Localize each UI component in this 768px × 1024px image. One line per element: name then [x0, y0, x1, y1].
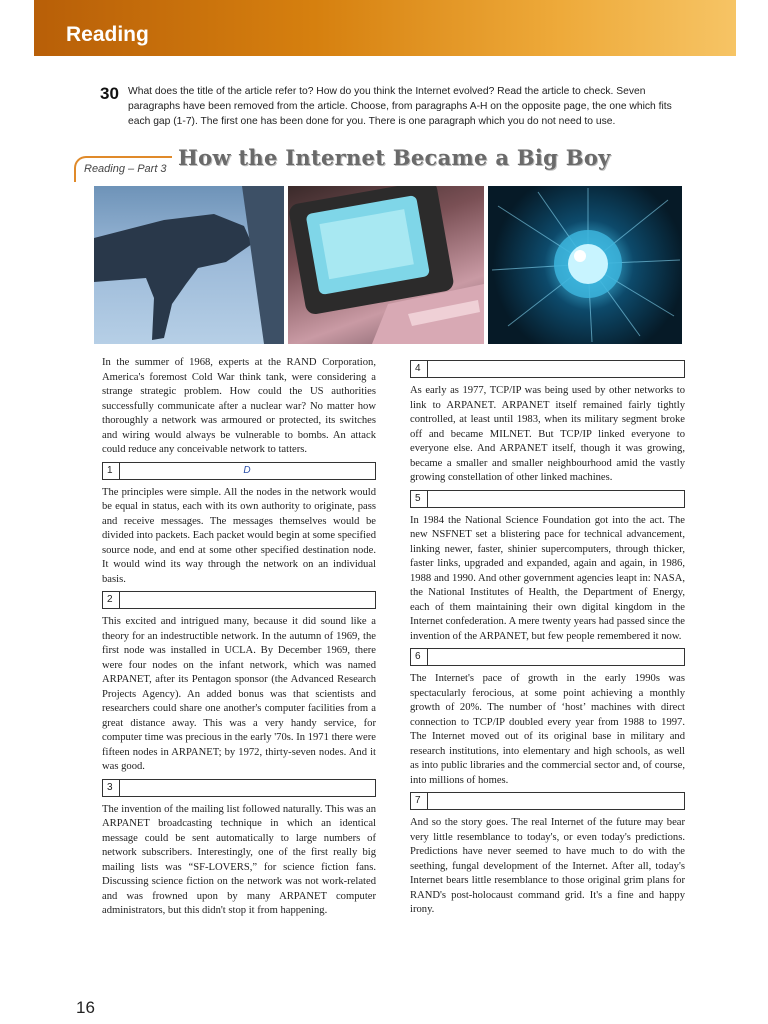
section-title: Reading	[66, 23, 149, 46]
article-paragraph: The Internet's pace of growth in the early 1990s was spectacularly ferocious, at some point achieving a monthly growth of 20%. The number of ‘host’ machines with direct connection to TCP/IP doubled every year from 1988 to 1997. The Internet moved out of its original base in military and research institutions, into elementary and high schools, as well as into public libraries and the commercial sector and, of course, into millions of homes.	[410, 673, 685, 786]
gap-number: 5	[415, 492, 421, 504]
gap-number: 2	[107, 594, 113, 605]
gap-answer: D	[243, 464, 251, 476]
gap-number: 3	[107, 781, 113, 793]
intro-paragraph: In the summer of 1968, experts at the RAND Corporation, America's foremost Cold War think tank, were considering a strange strategic problem. How could the US authorities successfully communicate after a nuclear war? No matter how thoroughly a network was armoured or protected, its switches and wiring would always be vulnerable to bombs. An attack could reduce any conceivable network to tatters.	[102, 357, 376, 455]
photo-hand-reaching	[94, 186, 284, 344]
gap-number: 1	[107, 464, 113, 476]
gap-5-box[interactable]	[410, 490, 685, 508]
photo-computer-monitor	[288, 186, 484, 344]
article-paragraph: And so the story goes. The real Internet of the future may bear very little resemblance to today's, or even today's predictions. Predictions have never seemed to have much to do with the seething, fungal development of the Internet. After all, today's Internet bears little resemblance to those original grim plans for RAND's post-holocaust command grid. It's a fine and happy irony.	[410, 817, 685, 915]
article-paragraph: The principles were simple. All the nodes in the network would be equal in status, each with its own authority to originate, pass and receive messages. The messages themselves would be divided into packets. Each packet would begin at some specified source node, and end at some other specified destination node. It would wind its way through the network on an individual basis.	[102, 486, 376, 585]
article-paragraph: As early as 1977, TCP/IP was being used by other networks to link to ARPANET. ARPANET itself remained fairly tightly controlled, at least until 1983, when its military segment broke off and became MILNET. But TCP/IP linked everyone to everyone else. And ARPANET itself, though it was growing, became a smaller and smaller neighbourhood amid the vastly growing constellation of other linked machines.	[410, 385, 685, 483]
gap-4-box[interactable]	[410, 360, 685, 378]
gap-number: 6	[415, 651, 421, 662]
gap-7-box[interactable]	[410, 792, 685, 810]
article-title: How the Internet Became a Big Boy	[178, 145, 611, 170]
part-label: Reading – Part 3	[84, 163, 167, 175]
article-paragraph: The invention of the mailing list followed naturally. This was an ARPANET broadcasting technique in which an identical message could be sent automatically to large numbers of network subscribers. Interestingly, one of the first really big mailing lists was “SF-LOVERS,” for science fiction fans. Discussing science fiction on the network was not work-related and was frowned upon by many ARPANET computer administrators, but this didn't stop it from happening.	[102, 803, 376, 916]
gap-1-box[interactable]	[102, 462, 376, 480]
photo-network-globe	[488, 186, 682, 344]
gap-2-box[interactable]	[102, 591, 376, 609]
article-paragraph: This excited and intrigued many, because it did sound like a theory for an indestructible network. In the autumn of 1969, the first node was installed in UCLA. By December 1969, there were four nodes on the infant network, which was named ARPANET, after its Pentagon sponsor (the Advanced Research Projects Agency). An added bonus was that scientists and researchers could share one another's computer facilities from a great distance away. This was a very handy service, for computer time was precious in the early '70s. In 1971 there were fifteen nodes in ARPANET; by 1972, thirty-seven nodes. And it was good.	[102, 616, 376, 772]
article-paragraph: In 1984 the National Science Foundation got into the act. The new NSFNET set a blistering pace for technical advancement, linking newer, faster, shinier supercomputers, through thicker, faster links, upgraded and expanded, again and again, in 1986, 1988 and 1990. And other government agencies leapt in: NASA, the National Institutes of Health, the Department of Energy, each of them maintaining their own digital kingdom in the Internet confederation. A mere twenty years had passed since the invention of the ARPANET, but few people remembered it now.	[410, 514, 685, 642]
page-number: 16	[76, 998, 95, 1017]
article-column-right	[410, 360, 685, 918]
gap-number: 7	[415, 795, 421, 806]
article-column-left	[102, 356, 376, 919]
gap-number: 4	[415, 363, 421, 374]
gap-3-box[interactable]	[102, 779, 376, 797]
task-number: 30	[100, 84, 119, 103]
gap-6-box[interactable]	[410, 648, 685, 666]
task-instructions: What does the title of the article refer to? How do you think the Internet evolved? Read the article to check. Seven paragraphs have been removed from the article. Choose, from paragraphs A-H on the opposite page, the one which fits each gap (1-7). The first one has been done for you. There is one paragraph which you do not need to use.	[128, 86, 672, 127]
